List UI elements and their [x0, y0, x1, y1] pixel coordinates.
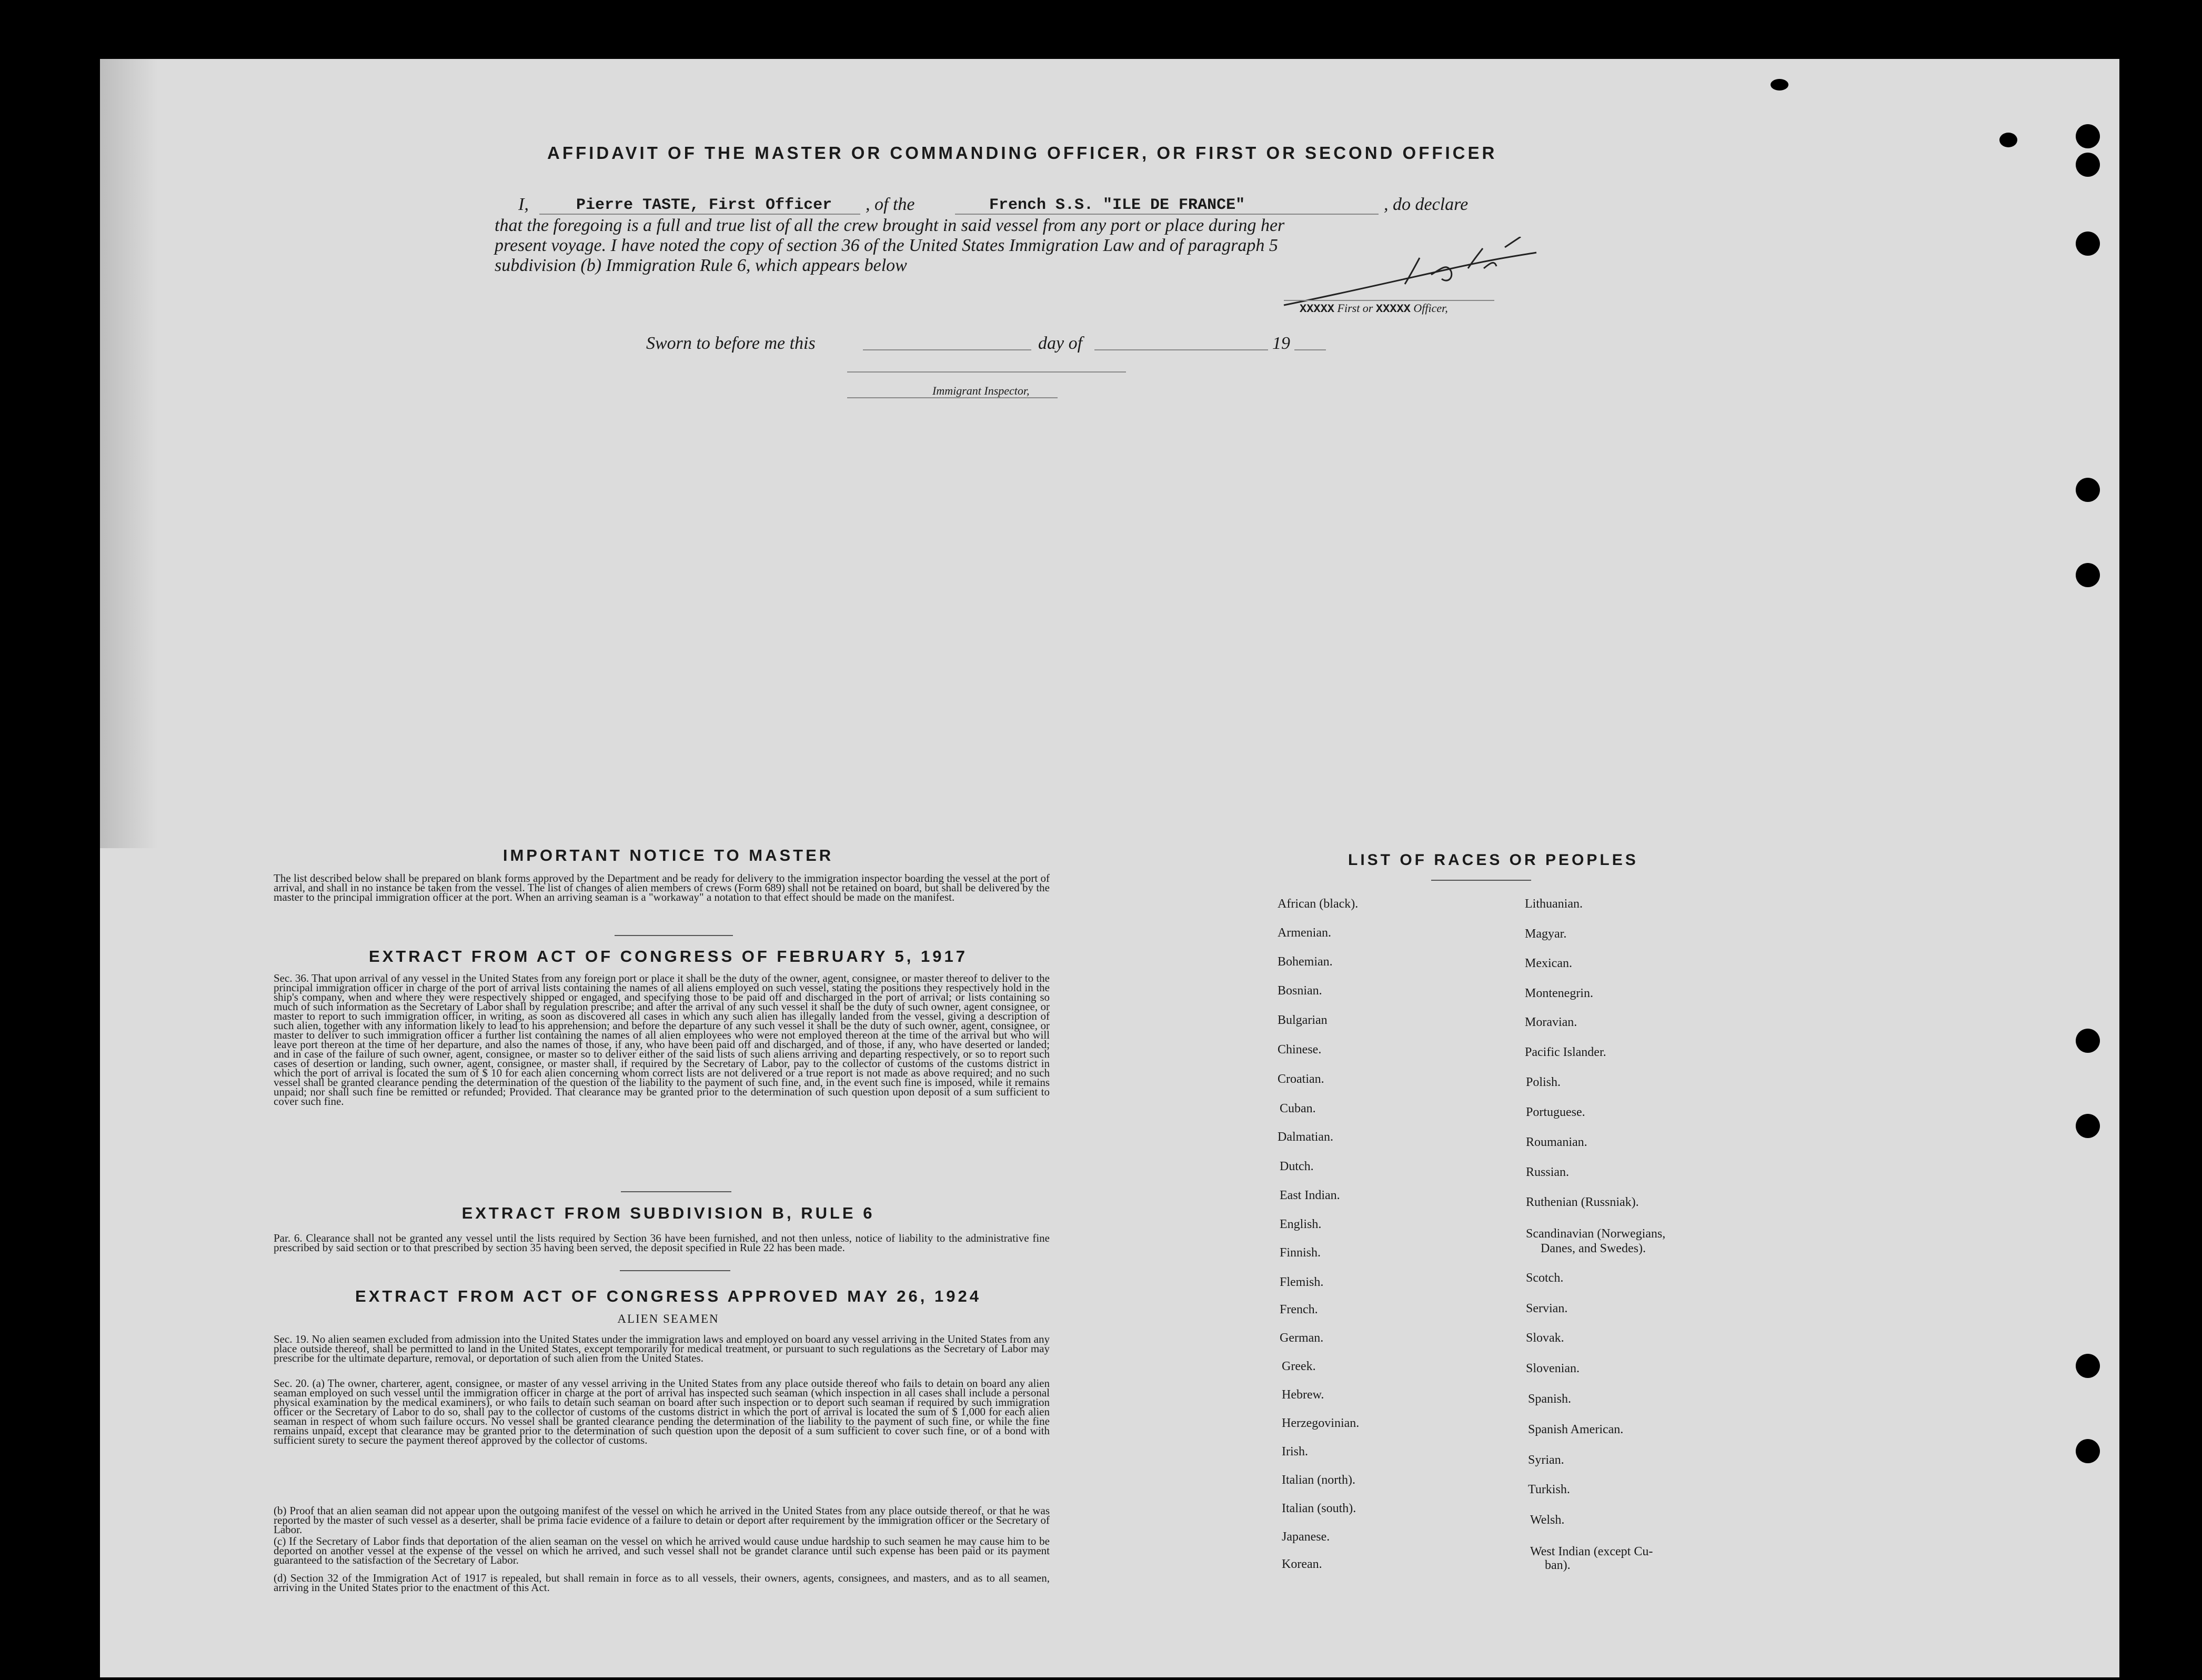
signature-caption: [1300, 301, 1448, 316]
extract1-text: Sec. 36. That upon arrival of any vessel in the United States from any foreign port or place it shall be the duty of the owner, agent, consignee, or master thereof to deliver to the principal immigration officer in charge of the port of arrival lists containing the names of all aliens employed on such vessel, stating the positions they respectively hold in the ship's company, when and where they were respectively shipped or engaged, and specifying those to be paid off and discharged in the port of arrival; or lists containing so much of such information as the Secretary of Labor shall by regulation prescribe; and after the arrival of any such vessel it shall be the duty of such owner, agent consignee, or master to report to such immigration officer, in writing, as soon as discovered all cases in which any such alien has illegally landed from the vessel, giving a description of such alien, together with any information likely to lead to his apprehension; and before the departure of any such vessel it shall be the duty of such owner, agent, consignee, or master to deliver to such immigration officer a further list containing the names of all alien employees who were not employed thereon at the time of the arrival but who will leave port thereon at the time of her departure, and also the names of those, if any, who have been paid off and discharged, and of those, if any, who have deserted or landed; and in case of the failure of such owner, agent, consignee, or master so to deliver either of the said lists of such aliens arriving and departing respectively, or so to report such cases of desertion or landing, such owner, agent, consignee, or master shall, if required by the Secretary of Labor, pay to the collector of customs of the customs district in which the port of arrival is located the sum of $ 10 for each alien concerning whom correct lists are not delivered or a true report is not made as above required; and no such vessel shall be granted clearance pending the determination of the question of the liability to the payment of such fine, and, in the event such fine is imposed, while it remains unpaid; nor shall such fine be remitted or refunded; Provided. That clearance may be granted prior to the determination of such question upon deposit of a sum sufficient to cover such fine.: [274, 972, 1050, 1108]
punch-hole: [2076, 563, 2100, 587]
struck-second: XXXXX: [1375, 303, 1411, 316]
divider: [615, 935, 733, 936]
inspector-line: [847, 371, 1126, 373]
vessel-name-line: [955, 214, 1379, 215]
list-item: Russian.: [1526, 1165, 1570, 1179]
notice-text: The list described below shall be prepared on blank forms approved by the Department and be ready for delivery to the immigration inspector boarding the vessel at the port of arrival, and shall in no instance be taken from the vessel. The list of changes of alien members of crews (Form 689) shall not be retained on board, but shall be delivered by the master to the principal immigration officer at the port. When an arriving seaman is a "workaway" a notation to that effect should be made on the manifest.: [274, 872, 1050, 903]
list-item: Finnish.: [1280, 1246, 1321, 1260]
punch-hole: [1771, 79, 1788, 90]
list-item: Welsh.: [1530, 1513, 1565, 1527]
list-item: Moravian.: [1525, 1015, 1577, 1029]
extract3-p5: (d) Section 32 of the Immigration Act of 1917 is repealed, but shall remain in force as to all vessels, their owners, agents, consignees, and masters, and as to all seamen, arriving in the United States prior to the enactment of this Act.: [274, 1572, 1050, 1594]
list-item: Servian.: [1526, 1302, 1568, 1315]
list-item: Greek.: [1282, 1360, 1316, 1373]
list-item: Armenian.: [1278, 926, 1331, 940]
list-item: French.: [1280, 1303, 1318, 1316]
inspector-caption: Immigrant Inspector,: [932, 384, 1030, 397]
list-item: Chinese.: [1278, 1043, 1322, 1057]
punch-hole: [2076, 1029, 2100, 1053]
extract3-title: EXTRACT FROM ACT OF CONGRESS APPROVED MAY 26, 1924: [355, 1287, 981, 1305]
list-item: Croatian.: [1278, 1072, 1324, 1086]
year-line: [1294, 349, 1326, 350]
list-item: Roumanian.: [1526, 1135, 1587, 1149]
notice-title: IMPORTANT NOTICE TO MASTER: [502, 846, 834, 864]
races-title: LIST OF RACES OR PEOPLES: [1348, 851, 1638, 869]
punch-hole: [1999, 133, 2017, 147]
affidavit-line3: present voyage. I have noted the copy of section 36 of the United States Immigration Law and of paragraph 5: [495, 236, 1278, 255]
list-item: Korean.: [1282, 1557, 1322, 1571]
list-item: Italian (north).: [1282, 1473, 1355, 1487]
extract2-title: EXTRACT FROM SUBDIVISION B, RULE 6: [461, 1204, 875, 1222]
list-item: Scandinavian (Norwegians,: [1526, 1227, 1666, 1241]
extract3-subtitle: ALIEN SEAMEN: [617, 1312, 719, 1325]
list-item: Danes, and Swedes).: [1541, 1242, 1646, 1255]
punch-hole: [2076, 232, 2100, 256]
list-item: Syrian.: [1528, 1453, 1564, 1467]
extract3-p3: (b) Proof that an alien seaman did not appear upon the outgoing manifest of the vessel on which he arrived in the United States from any place outside thereof, or that he was reported by the master of such vessel as a deserter, shall be prima facie evidence of a failure to detain or deport after requirement by the immigration officer or the Secretary of Labor.: [274, 1504, 1050, 1536]
page-fold-shadow: [100, 59, 158, 848]
list-item: Lithuanian.: [1525, 897, 1583, 911]
sworn-text: Sworn to before me this: [646, 334, 816, 353]
affidavit-do-declare: , do declare: [1384, 195, 1469, 214]
punch-hole: [2076, 478, 2100, 502]
vessel-name: French S.S. "ILE DE FRANCE": [989, 196, 1245, 214]
list-item: Italian (south).: [1282, 1502, 1356, 1515]
list-item: Dalmatian.: [1278, 1130, 1333, 1144]
punch-hole: [2076, 124, 2100, 148]
list-item: Scotch.: [1526, 1271, 1564, 1285]
list-item: Bulgarian: [1278, 1013, 1328, 1027]
list-item: Hebrew.: [1282, 1388, 1324, 1402]
divider: [620, 1270, 730, 1271]
list-item: Irish.: [1282, 1445, 1308, 1458]
extract3-p1: Sec. 19. No alien seamen excluded from admission into the United States under the immigration laws and employed on board any vessel arriving in the United States from any place outside thereof, shall be permitted to land in the United States, except temporarily for medical treatment, or pursuant to such regulations as the Secretary of Labor may prescribe for the ultimate departure, removal, or deportation of such alien from the United States.: [274, 1333, 1050, 1364]
list-item: West Indian (except Cu-: [1530, 1545, 1653, 1558]
list-item: ban).: [1545, 1558, 1571, 1572]
list-item: Magyar.: [1525, 927, 1567, 941]
list-item: Bohemian.: [1278, 955, 1333, 969]
affidavit-i: I,: [518, 195, 529, 214]
officer-name-line: [539, 214, 860, 215]
affidavit-line4: subdivision (b) Immigration Rule 6, which appears below: [495, 256, 907, 275]
signature-line: [1284, 300, 1494, 301]
list-item: Portuguese.: [1526, 1105, 1585, 1119]
sworn-day-line: [863, 349, 1031, 350]
extract3-p4: (c) If the Secretary of Labor finds that deportation of the alien seaman on the vessel on which he arrived would cause undue hardship to such seamen he may cause him to be deported on another vessel at the expense of the vessel on which he arrived, and such vessel shall not be grandet clarance until such expense has been paid or its payment guaranteed to the satisfaction of the Secretary of Labor.: [274, 1535, 1050, 1566]
struck-master: XXXXX: [1300, 303, 1335, 316]
officer-name: Pierre TASTE, First Officer: [576, 196, 832, 214]
punch-hole: [2076, 1439, 2100, 1463]
divider: [621, 1191, 731, 1192]
list-item: Spanish.: [1528, 1392, 1572, 1406]
day-of-text: day of: [1038, 334, 1083, 353]
list-item: German.: [1280, 1331, 1324, 1345]
list-item: Mexican.: [1525, 957, 1572, 970]
list-item: East Indian.: [1280, 1189, 1340, 1202]
affidavit-title: AFFIDAVIT OF THE MASTER OR COMMANDING OFFICER, OR FIRST OR SECOND OFFICER: [547, 143, 1497, 163]
caption-first-or: First or: [1337, 301, 1373, 315]
list-item: Polish.: [1526, 1075, 1561, 1089]
caption-officer: Officer,: [1413, 301, 1448, 315]
list-item: Japanese.: [1282, 1530, 1330, 1544]
list-item: Spanish American.: [1528, 1423, 1624, 1436]
punch-hole: [2076, 153, 2100, 177]
list-item: English.: [1280, 1218, 1322, 1231]
list-item: Ruthenian (Russniak).: [1526, 1195, 1639, 1209]
list-item: Turkish.: [1528, 1483, 1570, 1496]
list-item: Pacific Islander.: [1525, 1045, 1606, 1059]
list-item: Montenegrin.: [1525, 987, 1593, 1000]
punch-hole: [2076, 1354, 2100, 1378]
list-item: Dutch.: [1280, 1160, 1314, 1173]
affidavit-of-the: , of the: [866, 195, 915, 214]
divider: [1431, 880, 1531, 881]
list-item: Slovak.: [1526, 1331, 1564, 1345]
year-prefix: 19: [1272, 334, 1290, 353]
sworn-month-line: [1094, 349, 1268, 350]
list-item: Cuban.: [1280, 1102, 1316, 1115]
list-item: Slovenian.: [1526, 1362, 1580, 1375]
extract2-text: Par. 6. Clearance shall not be granted any vessel until the lists required by Section 36 have been furnished, and not then unless, notice of liability to the administrative fine prescribed by said section or to that prescribed by section 35 having been served, the deposit specified in Rule 22 has been made.: [274, 1232, 1050, 1254]
inspector-underline: [847, 397, 1058, 398]
affidavit-line2: that the foregoing is a full and true list of all the crew brought in said vessel from any port or place during her: [495, 216, 1285, 235]
list-item: Bosnian.: [1278, 984, 1322, 998]
list-item: Herzegovinian.: [1282, 1416, 1360, 1430]
punch-hole: [2076, 1114, 2100, 1138]
extract1-title: EXTRACT FROM ACT OF CONGRESS OF FEBRUARY 5, 1917: [369, 947, 968, 965]
list-item: African (black).: [1278, 897, 1359, 911]
list-item: Flemish.: [1280, 1275, 1324, 1289]
extract3-p2: Sec. 20. (a) The owner, charterer, agent, consignee, or master of any vessel arriving in the United States from any place outside thereof who fails to detain on board any alien seaman employed on such vessel until the immigration officer in charge at the port of arrival has inspected such seaman (which inspection in all cases shall include a personal physical examination by the medical examiners), or who fails to detain such seaman on board after such inspection or to deport such seaman if required by such immigration officer or the Secretary of Labor to do so, shall pay to the collector of customs of the customs district in which the port of arrival is located the sum of $ 1,000 for each alien seaman in respect of whom such failure occurs. No vessel shall be granted clearance pending the determination of the liability to the payment of such fine, or while the fine remains unpaid, except that clearance may be granted prior to the determination of such question upon the deposit of a sum sufficient to cover such fine, or of a bond with sufficient surety to secure the payment thereof approved by the collector of customs.: [274, 1377, 1050, 1446]
